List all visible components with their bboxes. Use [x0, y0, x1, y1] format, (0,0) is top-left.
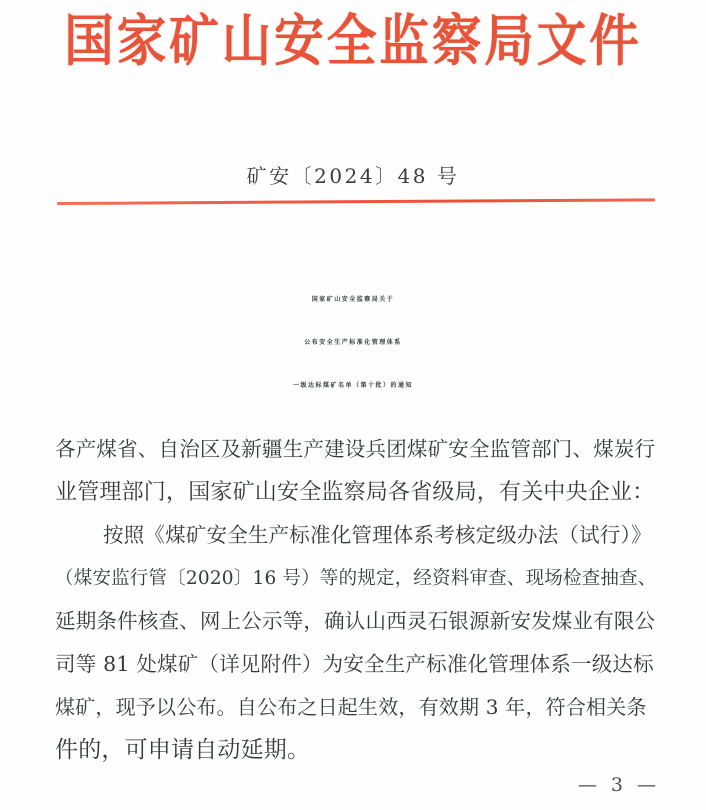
body-line-3: 按照《煤矿安全生产标准化管理体系考核定级办法（试行）》 — [103, 523, 652, 547]
title-line-1: 国家矿山安全监察局关于 — [311, 296, 395, 303]
body-line-6: 司等 81 处煤矿（详见附件）为安全生产标准化管理体系一级达标 — [55, 652, 654, 676]
body-line-5: 延期条件核查、网上公示等，确认山西灵石银源新安发煤业有限公 — [55, 609, 656, 633]
body-line-2: 业管理部门，国家矿山安全监察局各省级局，有关中央企业： — [55, 480, 655, 505]
masthead-title: 国家矿山安全监察局文件 — [64, 8, 642, 74]
page-number: — 3 — — [577, 774, 660, 796]
title-line-2: 公布安全生产标准化管理体系 — [304, 339, 402, 346]
document-serial-number: 矿安〔2024〕48 号 — [246, 164, 460, 188]
body-line-8: 件的，可申请自动延期。 — [55, 737, 311, 763]
body-line-4: （煤安监行管〔2020〕16 号）等的规定，经资料审查、现场检查抽查、 — [55, 568, 657, 589]
body-line-1: 各产煤省、自治区及新疆生产建设兵团煤矿安全监管部门、煤炭行 — [55, 437, 656, 461]
title-line-3: 一级达标煤矿名单（第十批）的通知 — [292, 382, 413, 389]
body-line-7: 煤矿，现予以公布。自公布之日起生效，有效期 3 年，符合相关条 — [55, 695, 647, 719]
document-body — [55, 428, 659, 772]
document-title — [0, 278, 706, 407]
red-separator-rule — [57, 198, 655, 205]
masthead — [0, 8, 706, 74]
